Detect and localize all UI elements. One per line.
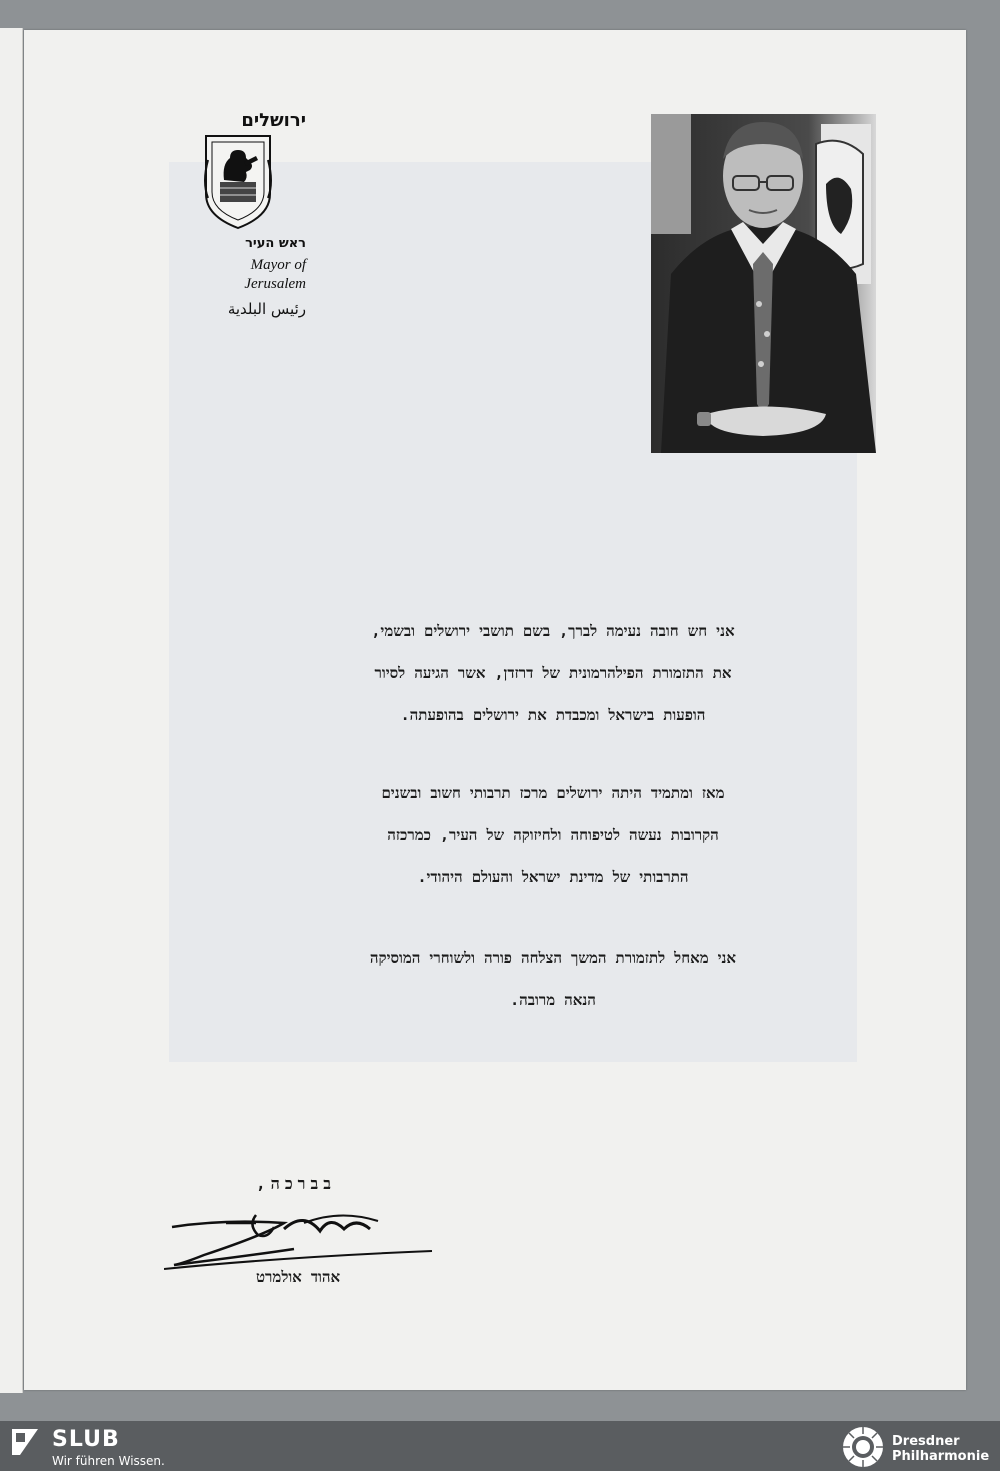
letter-paragraph-wishes <box>250 945 856 1029</box>
letter-line: אני חש חובה נעימה לברך, בשם תושבי ירושלים ובשמי, <box>371 622 735 640</box>
slub-logo-icon[interactable] <box>12 1429 38 1455</box>
slub-library-name[interactable]: SLUB <box>52 1427 120 1452</box>
letter-paragraph-greeting <box>250 618 856 744</box>
portrait-image <box>651 114 876 453</box>
letter-line: אני מאחל לתזמורת המשך הצלחה פורה ולשוחרי המוסיקה <box>369 949 737 967</box>
jerusalem-emblem-block <box>196 110 306 320</box>
letter-line: את התזמורת הפילהרמונית של דרזדן, אשר הגיעה לסיור <box>374 664 732 682</box>
jerusalem-lion-emblem-icon <box>200 132 276 232</box>
letter-line: הקרובות נעשה לטיפוחה ולחיזוקה של העיר, כמרכזה <box>387 826 719 844</box>
letter-line: הנאה מרובה. <box>510 991 596 1009</box>
dresdner-philharmonie-logo-icon[interactable] <box>842 1426 884 1468</box>
mayor-title-english-line1: Mayor of <box>250 257 306 273</box>
partner-name-line1: Dresdner <box>892 1434 960 1449</box>
dresdner-philharmonie-name[interactable] <box>892 1434 989 1464</box>
letter-closing: בברכה, <box>256 1174 336 1193</box>
document-page <box>24 30 966 1390</box>
mayor-title-hebrew: ראש העיר <box>245 236 306 251</box>
mayor-title-english <box>244 256 306 294</box>
handwritten-signature <box>164 1205 434 1275</box>
mayor-title-english-line2: Jerusalem <box>244 276 306 292</box>
letter-line: הופעות בישראל ומכבדת את ירושלים בהופעתה. <box>400 706 706 724</box>
slub-tagline: Wir führen Wissen. <box>52 1454 165 1468</box>
mayor-portrait-photo <box>651 114 876 453</box>
partner-name-line2: Philharmonie <box>892 1449 990 1464</box>
signer-name: אהוד אולמרט <box>256 1268 341 1286</box>
emblem-city-name: ירושלים <box>241 110 306 131</box>
mayor-title-arabic: رئيس البلدية <box>227 300 306 318</box>
letter-line: התרבותי של מדינת ישראל והעולם היהודי. <box>417 868 689 886</box>
previous-page-edge <box>0 28 23 1393</box>
letter-paragraph-culture <box>250 780 856 906</box>
letter-line: מאז ומתמיד היתה ירושלים מרכז תרבותי חשוב ובשנים <box>381 784 725 802</box>
digitization-footer-bar <box>0 1421 1000 1471</box>
